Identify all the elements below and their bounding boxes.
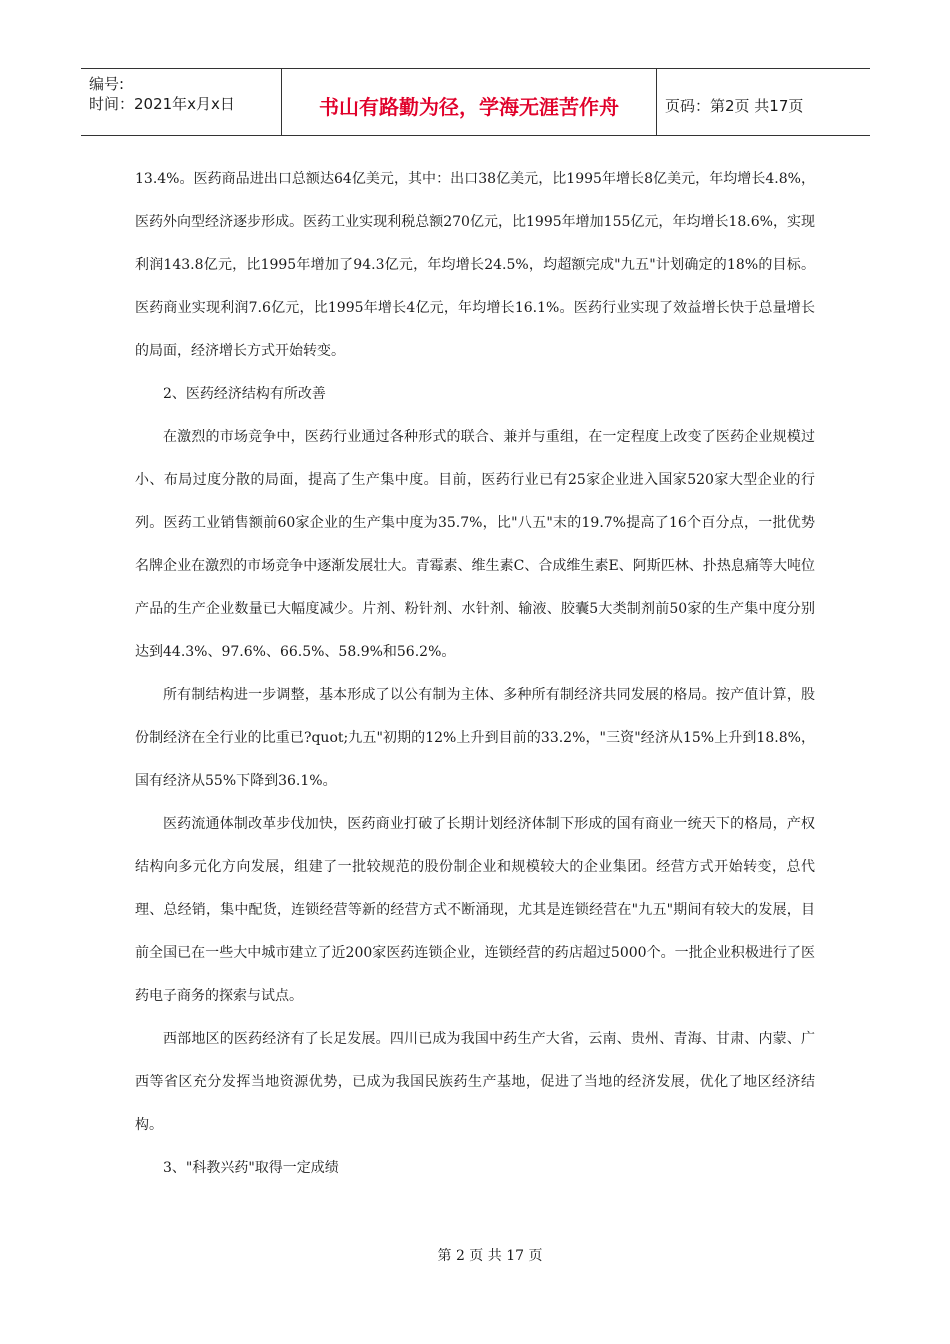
page-header [81,68,870,136]
page-footer: 第 2 页 共 17 页 [437,1248,543,1264]
header-page-cell [657,69,870,135]
document-number-label: 编号: [89,75,125,93]
section-heading-2: 2、医药经济结构有所改善 [163,386,326,402]
section-heading-3: 3、"科教兴药"取得一定成绩 [163,1160,339,1176]
header-info-cell [81,69,282,135]
paragraph-growth-stats: 13.4%。医药商品进出口总额达64亿美元，其中：出口38亿美元，比1995年增长8亿美元，年均增长4.8%，医药外向型经济逐步形成。医药工业实现利税总额270亿元，比1995年增加155亿元，年均增长18.6%，实现利润143.8亿元，比1995年增加了94.3亿元，年均增长24.5%，均超额完成"九五"计划确定的18%的目标。医药商业实现利润7.6亿元，比1995年增长4亿元，年均增长16.1%。医药行业实现了效益增长快于总量增长的局面，经济增长方式开始转变。 [135,171,815,359]
header-motto-cell [282,69,657,135]
paragraph-ownership: 所有制结构进一步调整，基本形成了以公有制为主体、多种所有制经济共同发展的格局。按产值计算，股份制经济在全行业的比重已?quot;九五"初期的12%上升到目前的33.2%，"三资"经济从15%上升到18.8%，国有经济从55%下降到36.1%。 [135,687,815,789]
paragraph-west-region: 西部地区的医药经济有了长足发展。四川已成为我国中药生产大省，云南、贵州、青海、甘肃、内蒙、广西等省区充分发挥当地资源优势，已成为我国民族药生产基地，促进了当地的经济发展，优化了地区经济结构。 [135,1031,815,1133]
document-time-label: 时间：2021年x月x日 [89,95,235,113]
paragraph-distribution: 医药流通体制改革步伐加快，医药商业打破了长期计划经济体制下形成的国有商业一统天下的格局，产权结构向多元化方向发展，组建了一批较规范的股份制企业和规模较大的企业集团。经营方式开始转变，总代理、总经销，集中配货，连锁经营等新的经营方式不断涌现，尤其是连锁经营在"九五"期间有较大的发展，目前全国已在一些大中城市建立了近200家医药连锁企业，连锁经营的药店超过5000个。一批企业积极进行了医药电子商务的探索与试点。 [135,816,815,1004]
paragraph-concentration: 在激烈的市场竞争中，医药行业通过各种形式的联合、兼并与重组，在一定程度上改变了医药企业规模过小、布局过度分散的局面，提高了生产集中度。目前，医药行业已有25家企业进入国家520家大型企业的行列。医药工业销售额前60家企业的生产集中度为35.7%，比"八五"末的19.7%提高了16个百分点，一批优势名牌企业在激烈的市场竞争中逐渐发展壮大。青霉素、维生素C、合成维生素E、阿斯匹林、扑热息痛等大吨位产品的生产企业数量已大幅度减少。片剂、粉针剂、水针剂、输液、胶囊5大类制剂前50家的生产集中度分别达到44.3%、97.6%、66.5%、58.9%和56.2%。 [135,429,815,660]
motto-text: 书山有路勤为径，学海无涯苦作舟 [319,95,619,119]
page-code-label: 页码：第2页 共17页 [665,97,804,115]
